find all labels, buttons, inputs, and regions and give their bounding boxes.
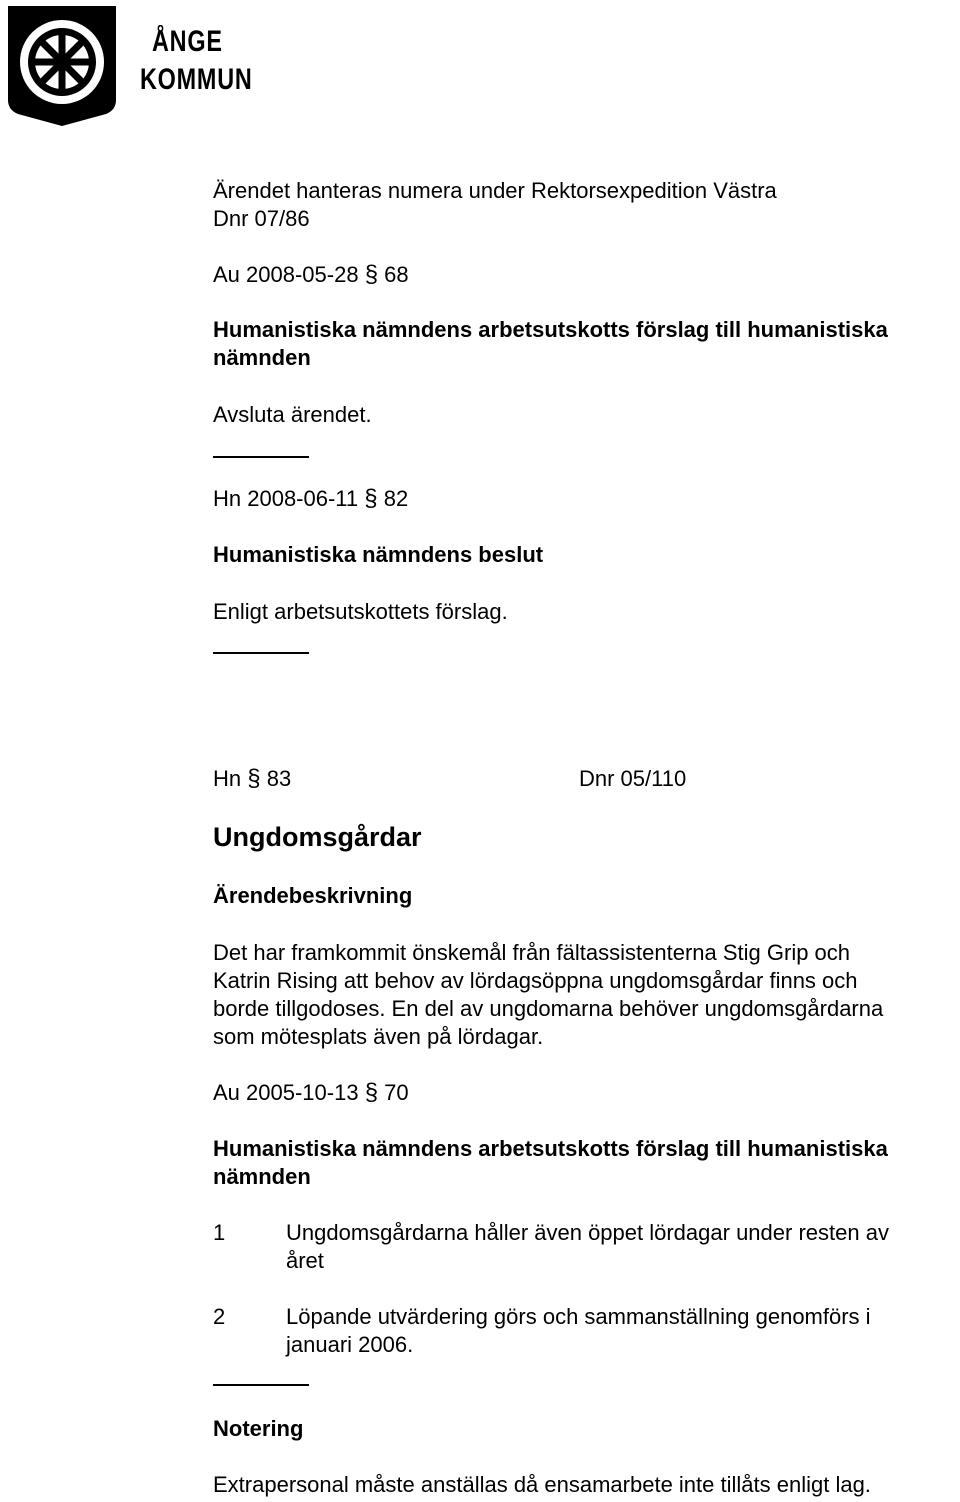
decision-text: Enligt arbetsutskottets förslag.	[213, 599, 508, 624]
proposal-text-1: Avsluta ärendet.	[213, 402, 372, 427]
list-item-text: året	[286, 1248, 324, 1273]
decision-heading: Humanistiska nämndens beslut	[213, 542, 544, 567]
note-heading: Notering	[213, 1416, 304, 1441]
proposal-heading-1b: nämnden	[213, 345, 311, 370]
logo-text-kommun: KOMMUN	[140, 63, 253, 96]
case-dnr: Dnr 05/110	[579, 766, 687, 791]
au-date: Au 2008-05-28	[213, 262, 359, 287]
hn-number: 82	[383, 486, 409, 511]
case-title: Ungdomsgårdar	[213, 822, 422, 852]
section-symbol: §	[247, 765, 261, 792]
au-number: 68	[384, 262, 409, 287]
case-hn-reference	[213, 765, 291, 793]
divider	[213, 652, 309, 654]
au-reference	[213, 261, 409, 289]
description-line: som mötesplats även på lördagar.	[213, 1024, 544, 1049]
description-line: Katrin Rising att behov av lördagsöppna ungdomsgårdar finns och	[213, 968, 858, 993]
description-heading: Ärendebeskrivning	[213, 883, 413, 908]
case-hn-number: 83	[266, 766, 292, 791]
case-proposal-heading-2: nämnden	[213, 1164, 311, 1189]
ange-kommun-emblem	[6, 4, 118, 128]
list-item-number: 2	[213, 1304, 226, 1329]
case-hn-prefix: Hn	[213, 766, 242, 791]
handled-by-line: Ärendet hanteras numera under Rektorsexpedition Västra	[213, 178, 777, 203]
case-au-number: 70	[384, 1080, 409, 1105]
proposal-heading-1: Humanistiska nämndens arbetsutskotts förslag till humanistiska	[213, 317, 888, 342]
list-item-text: Löpande utvärdering görs och sammanställning genomförs i	[286, 1304, 871, 1329]
hn-date: Hn 2008-06-11	[213, 486, 359, 511]
section-symbol: §	[364, 485, 378, 512]
case-au-reference	[213, 1079, 409, 1107]
section-symbol: §	[364, 261, 379, 288]
list-item-text: Ungdomsgårdarna håller även öppet lördagar under resten av	[286, 1220, 889, 1245]
divider	[213, 1384, 309, 1386]
case-proposal-heading: Humanistiska nämndens arbetsutskotts förslag till humanistiska	[213, 1136, 888, 1161]
note-text: Extrapersonal måste anställas då ensamarbete inte tillåts enligt lag.	[213, 1472, 871, 1497]
logo-text-ange: ÅNGE	[152, 25, 223, 58]
hn-reference	[213, 485, 408, 513]
description-line: Det har framkommit önskemål från fältassistenterna Stig Grip och	[213, 940, 851, 965]
list-item-number: 1	[213, 1220, 226, 1245]
divider	[213, 456, 309, 458]
dnr-line: Dnr 07/86	[213, 206, 310, 231]
list-item-text: januari 2006.	[286, 1332, 414, 1357]
case-au-date: Au 2005-10-13	[213, 1080, 359, 1105]
description-line: borde tillgodoses. En del av ungdomarna behöver ungdomsgårdarna	[213, 996, 884, 1021]
section-symbol: §	[364, 1079, 379, 1106]
